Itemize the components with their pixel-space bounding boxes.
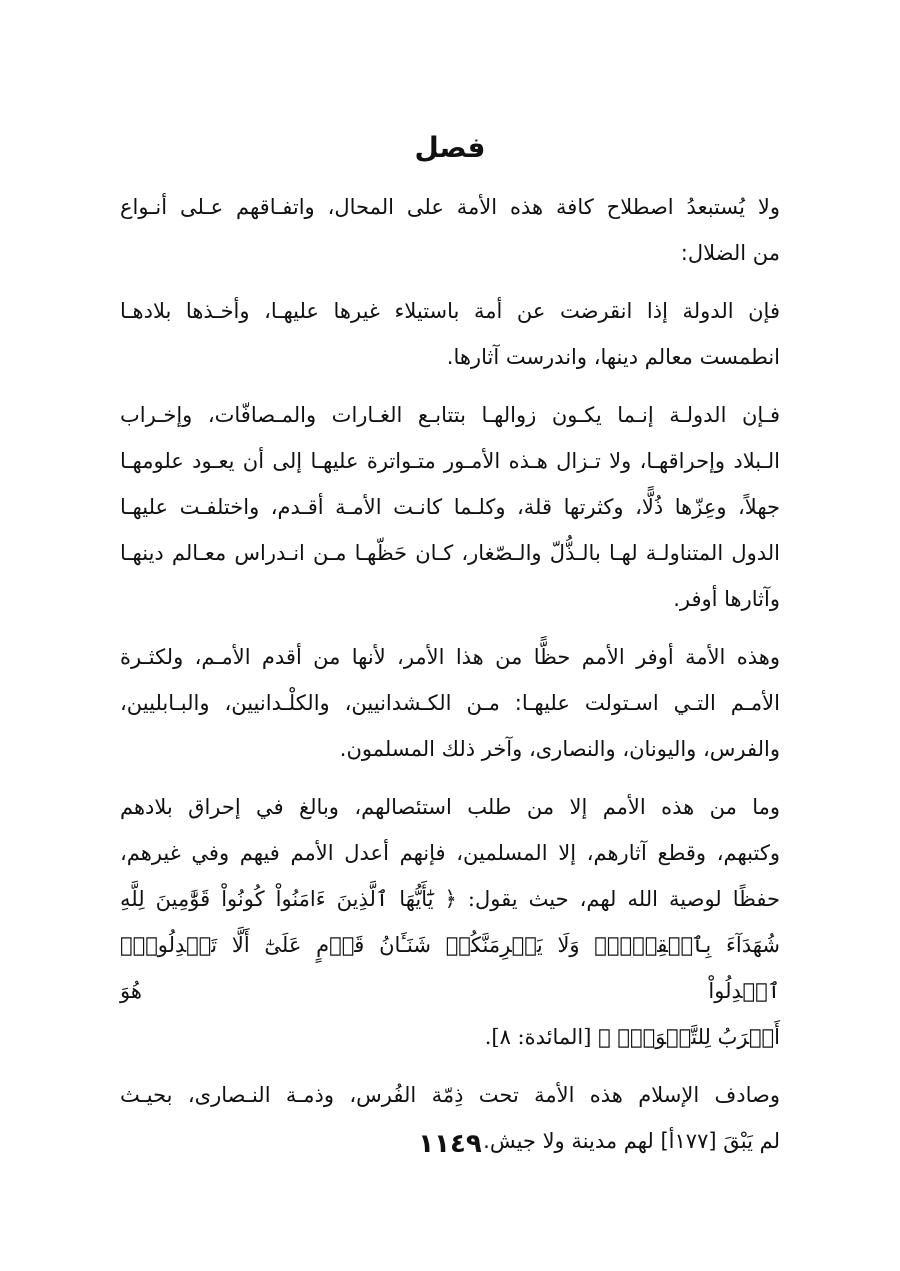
text-line: الدول المتناولـة لهـا بالـذُّلّ والـصّغار، كـان حَظّهـا مـن انـدراس معـالم دينهـا [120,541,780,565]
text-line: الـبلاد وإحراقهـا، ولا تـزال هـذه الأمـور متـواترة عليهـا إلى أن يعـود علومهـا [120,449,780,473]
text-line: من الضلال: [680,241,780,265]
quran-verse-line: حفظًا لوصية الله لهم، حيث يقول: ﴿ يَٰٓأَيُّهَا ٱلَّذِينَ ءَامَنُواْ كُونُواْ قَوَّٰمِينَ لِلَّهِ [120,887,780,911]
text-line: الأمـم التـي اسـتولت عليهـا: مـن الكـشدانيين، والكلْـدانيين، والبـابليين، [120,691,780,715]
quran-verse-line: أَقۡرَبُ لِلتَّقۡوَىٰۖ ﴾ [المائدة: ٨]. [484,1025,780,1049]
section-heading: فصل [414,131,486,164]
paragraph-4 [120,634,780,772]
text-line: انطمست معالم دينها، واندرست آثارها. [446,345,780,369]
page-number: ١١٤٩ [418,1129,482,1159]
text-line: وهذه الأمة أوفر الأمم حظًّا من هذا الأمر، لأنها من أقدم الأمـم، ولكثـرة [120,645,780,669]
text-line: والفرس، واليونان، والنصارى، وآخر ذلك المسلمون. [339,737,780,761]
paragraph-1 [120,184,780,276]
paragraph-2 [120,288,780,380]
text-line: وصادف الإسلام هذه الأمة تحت ذِمّة الفُرس، وذمـة النـصارى، بحيـث [120,1083,780,1107]
paragraph-3 [120,392,780,622]
text-line: وآثارها أوفر. [673,587,780,611]
text-line: فـإن الدولـة إنـما يكـون زوالهـا بتتابـع الغـارات والمـصافّات، وإخـراب [120,403,780,427]
text-line: ولا يُستبعدُ اصطلاح كافة هذه الأمة على المحال، واتفـاقهم عـلى أنـواع [120,195,780,219]
text-line: جهلاً، وعِزّها ذُلًّا، وكثرتها قلة، وكلـما كانـت الأمـة أقـدم، واختلفـت عليهـا [120,495,780,519]
text-line: وكتبهم، وقطع آثارهم، إلا المسلمين، فإنهم أعدل الأمم فيهم وفي غيرهم، [120,841,780,865]
quran-verse-line: شُهَدَآءَ بِٱلۡقِسۡطِۖ وَلَا يَجۡرِمَنَّكُمۡ شَنَـَٔانُ قَوۡمٍ عَلَىٰٓ أَلَّا تَعۡدِلُواْۚ ٱعۡدِلُواْ هُوَ [120,933,780,1003]
body-text [120,184,780,1176]
text-line: لم يَبْقَ [١٧٧أ] لهم مدينة ولا جيش. [483,1129,780,1153]
text-line: وما من هذه الأمم إلا من طلب استئصالهم، وبالغ في إحراق بلادهم [120,795,780,819]
paragraph-5 [120,784,780,1060]
text-line: فإن الدولة إذا انقرضت عن أمة باستيلاء غيرها عليهـا، وأخـذها بلادهـا [120,299,780,323]
